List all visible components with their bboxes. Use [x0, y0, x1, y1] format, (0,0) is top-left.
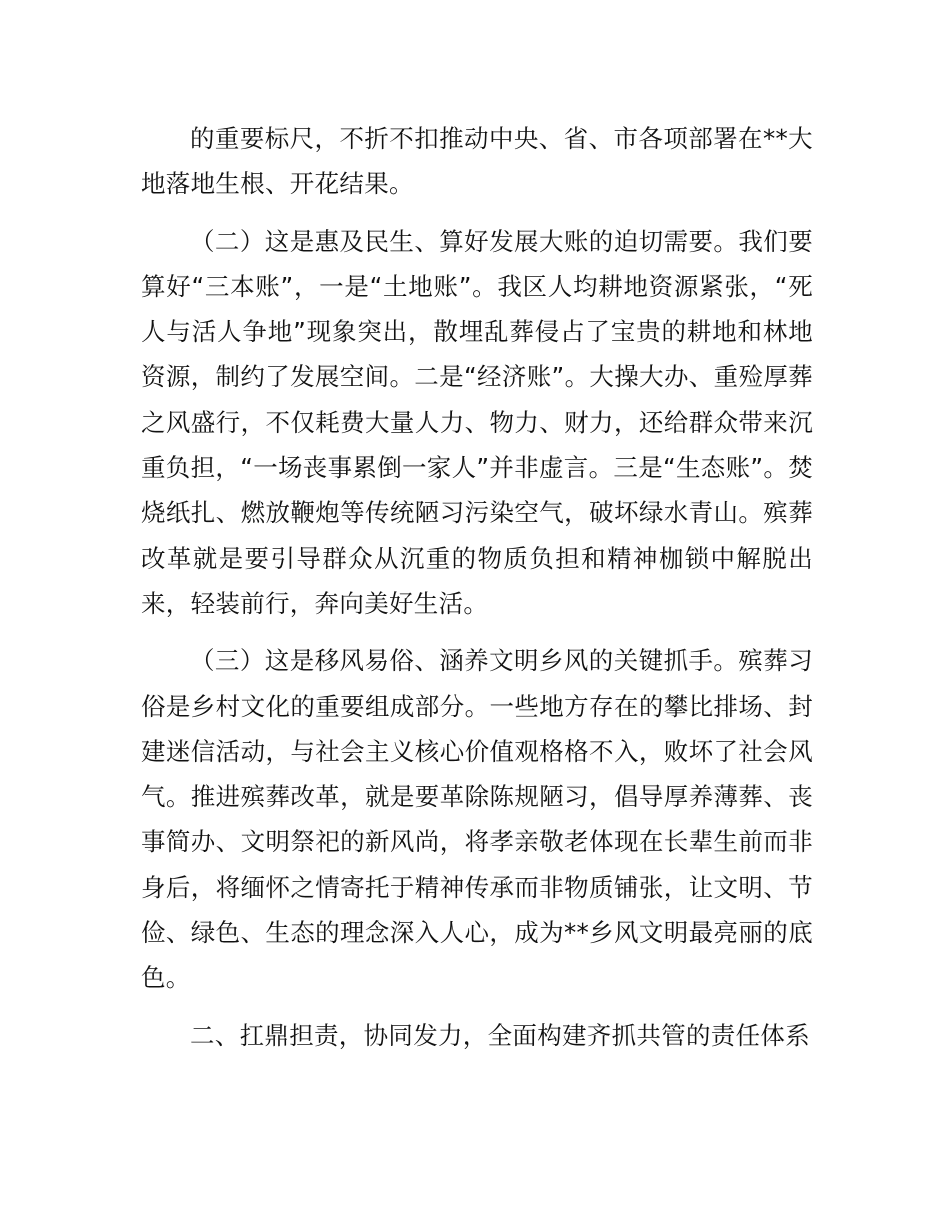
paragraph-section-two: （二）这是惠及民生、算好发展大账的迫切需要。我们要算好“三本账”，一是“土地账”。我区人均耕地资源紧张，“死人与活人争地”现象突出，散埋乱葬侵占了宝贵的耕地和林地资源，制约了发展空间。二是“经济账”。大操大办、重殓厚葬之风盛行，不仅耗费大量人力、物力、财力，还给群众带来沉重负担，“一场丧事累倒一家人”并非虚言。三是“生态账”。焚烧纸扎、燃放鞭炮等传统陋习污染空气，破坏绿水青山。殡葬改革就是要引导群众从沉重的物质负担和精神枷锁中解脱出来，轻装前行，奔向美好生活。 [141, 226, 813, 618]
paragraph-continuation: 的重要标尺，不折不扣推动中央、省、市各项部署在**大地落地生根、开花结果。 [141, 124, 813, 199]
paragraph-section-three: （三）这是移风易俗、涵养文明乡风的关键抓手。殡葬习俗是乡村文化的重要组成部分。一些地方存在的攀比排场、封建迷信活动，与社会主义核心价值观格格不入，败坏了社会风气。推进殡葬改革，就是要革除陈规陋习，倡导厚养薄葬、丧事简办、文明祭祀的新风尚，将孝亲敬老体现在长辈生前而非身后，将缅怀之情寄托于精神传承而非物质铺张，让文明、节俭、绿色、生态的理念深入人心，成为**乡风文明最亮丽的底色。 [141, 646, 813, 993]
heading-part-two: 二、扛鼎担责，协同发力，全面构建齐抓共管的责任体系 [190, 1020, 810, 1050]
document-body [141, 116, 813, 1058]
